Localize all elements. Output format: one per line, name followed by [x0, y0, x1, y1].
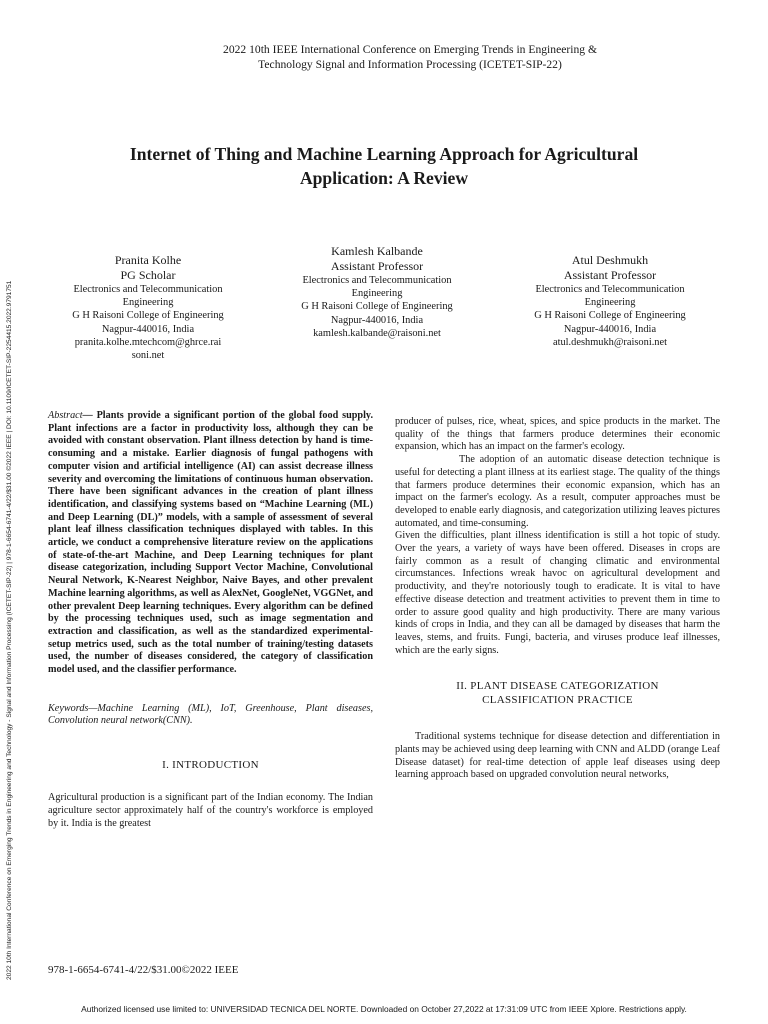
left-column: [48, 410, 373, 830]
right-column: [395, 416, 720, 782]
footer-isbn: 978-1-6654-6741-4/22/$31.00©2022 IEEE: [48, 964, 239, 976]
right-paragraph-2: The adoption of an automatic disease detection technique is useful for detecting a plant illness at its earliest stage. The quality of the things that farmers produce determines their economic expansion, which has an impact on the farmer's ecology. As a result, computer approaches must be developed to enable early diagnosis, and categorization utilizing leaves pictures automated, and time-consuming.: [395, 454, 720, 529]
abstract-label: Abstract: [48, 410, 83, 421]
conference-line-2: Technology Signal and Information Processing (ICETET-SIP-22): [258, 58, 562, 71]
right-paragraph-4: Traditional systems technique for disease detection and differentiation in plants may be achieved using deep learning with CNN and ALDD (orange Leaf Disease dataset) for real-time detection of apple leaf diseases using deep learning approach based on upgraded convolution neural networks,: [395, 731, 720, 781]
keywords-text: —Machine Learning (ML), IoT, Greenhouse, Plant diseases, Convolution neural network(CNN).: [48, 702, 373, 727]
author-block-3: [495, 253, 725, 349]
section-heading-introduction: I. INTRODUCTION: [162, 759, 259, 772]
authorized-use-notice: Authorized licensed use limited to: UNIVERSIDAD TECNICA DEL NORTE. Downloaded on October 27,2022 at 17:31:09 UTC from IEEE Xplore. Restrictions apply.: [81, 1004, 687, 1014]
author-role: Assistant Professor: [330, 259, 424, 273]
title-line-1: Internet of Thing and Machine Learning Approach for Agricultural: [129, 144, 639, 164]
title-line-2: Application: A Review: [299, 168, 469, 188]
author-role: PG Scholar: [120, 268, 176, 282]
author-college: G H Raisoni College of Engineering: [72, 310, 224, 322]
author-dept-line-2: Engineering: [584, 297, 636, 309]
author-city: Nagpur-440016, India: [330, 314, 424, 326]
section2-line-1: II. PLANT DISEASE CATEGORIZATION: [456, 680, 659, 693]
conference-line-1: 2022 10th IEEE International Conference on Emerging Trends in Engineering &: [223, 43, 597, 56]
author-city: Nagpur-440016, India: [101, 323, 195, 335]
paper-title: [50, 142, 718, 190]
author-email-line-2: soni.net: [131, 350, 165, 362]
right-paragraph-1: producer of pulses, rice, wheat, spices, and spice products in the market. The quality of the things that farmers produce determines their economic expansion, which has an impact on the farmer's ecology.: [395, 416, 720, 453]
keywords: [48, 703, 373, 728]
section2-line-2: CLASSIFICATION PRACTICE: [482, 694, 633, 707]
author-block-2: [262, 244, 492, 340]
author-name: Kamlesh Kalbande: [331, 244, 423, 258]
sidebar-text: 2022 10th International Conference on Emerging Trends in Engineering and Technology - Signal and Information Processing (ICETET-SIP-22) | 978-1-6654-6741-4/22/$31.00 ©2022 IEEE | DOI: 10.1109/ICETET-SIP-2254415.2022.9791751: [6, 280, 13, 980]
abstract: [48, 410, 373, 677]
keywords-label: Keywords: [48, 702, 89, 714]
author-college: G H Raisoni College of Engineering: [534, 310, 686, 322]
author-name: Atul Deshmukh: [571, 253, 649, 267]
author-dept-line-2: Engineering: [351, 288, 403, 300]
intro-paragraph: Agricultural production is a significant part of the Indian economy. The Indian agriculture sector approximately half of the country's workforce is employed by it. India is the greatest: [48, 792, 373, 829]
author-email: kamlesh.kalbande@raisoni.net: [313, 327, 441, 339]
author-dept-line-1: Electronics and Telecommunication: [73, 284, 223, 295]
author-email: atul.deshmukh@raisoni.net: [552, 336, 668, 348]
author-role: Assistant Professor: [563, 268, 657, 282]
section-heading-plant-disease: [395, 679, 720, 707]
author-dept-line-2: Engineering: [122, 297, 174, 309]
author-dept-line-1: Electronics and Telecommunication: [535, 284, 685, 295]
author-college: G H Raisoni College of Engineering: [301, 301, 453, 313]
author-name: Pranita Kolhe: [114, 253, 182, 267]
doi-sidebar: [2, 20, 16, 980]
right-paragraph-3: Given the difficulties, plant illness identification is still a hot topic of study. Over the years, a variety of ways have been offered. Diseases in crops are fairly common as a result of changing climatic and environmental circumstances. Infections wreak havoc on agricultural development and productivity, and they're notoriously tough to eradicate. It is vital to have effective disease detection and treatment activities to prevent them in time to order to assure good quality and high productivity. There are many various kinds of crops in India, and they can all be damaged by diseases that harm the leaves, stems, and fruits. Fungi, bacteria, and viruses produce leaf illnesses, which are the early signs.: [395, 530, 720, 656]
author-email-line-1: pranita.kolhe.mtechcom@ghrce.rai: [74, 336, 222, 348]
abstract-text: — Plants provide a significant portion of the global food supply. Plant infections are a factor in productivity loss, although they can be avoided with constant observation. Plant illness detection by hand is time-consuming and a mistake. Earlier diagnosis of fungal pathogens with computer vision and artificial intelligence (AI) can assist decrease illness severity and overcoming the limitations of continuous human observation. There have been significant advances in the creation of plant illness identification, and classifying systems based on “Machine Learning (ML) and Deep Learning (DL)” models, with a sample of assessment of several plant leaf illness classification techniques displayed with tables. In this article, we conduct a comprehensive literature review on the applications of state-of-the-art Machine, and Deep Learning techniques for plant disease categorization, including Support Vector Machine, Convolutional Neural Network, K-Nearest Neighbor, Naive Bayes, and other prevalent Machine learning algorithms, as well as AlexNet, GoogleNet, VGGNet, and other prevalent Deep learning techniques. Every algorithm can be defined by the processing techniques used, such as image segmentation and extraction and classification, as well as the standardized experimental-setup metrics used, such as the total number of training/testing datasets used, the number of diseases considered, the category of classification model used, and the classifier performance.: [48, 410, 373, 676]
conference-header: [120, 42, 700, 72]
author-city: Nagpur-440016, India: [563, 323, 657, 335]
author-block-1: [33, 253, 263, 362]
author-dept-line-1: Electronics and Telecommunication: [302, 275, 452, 286]
